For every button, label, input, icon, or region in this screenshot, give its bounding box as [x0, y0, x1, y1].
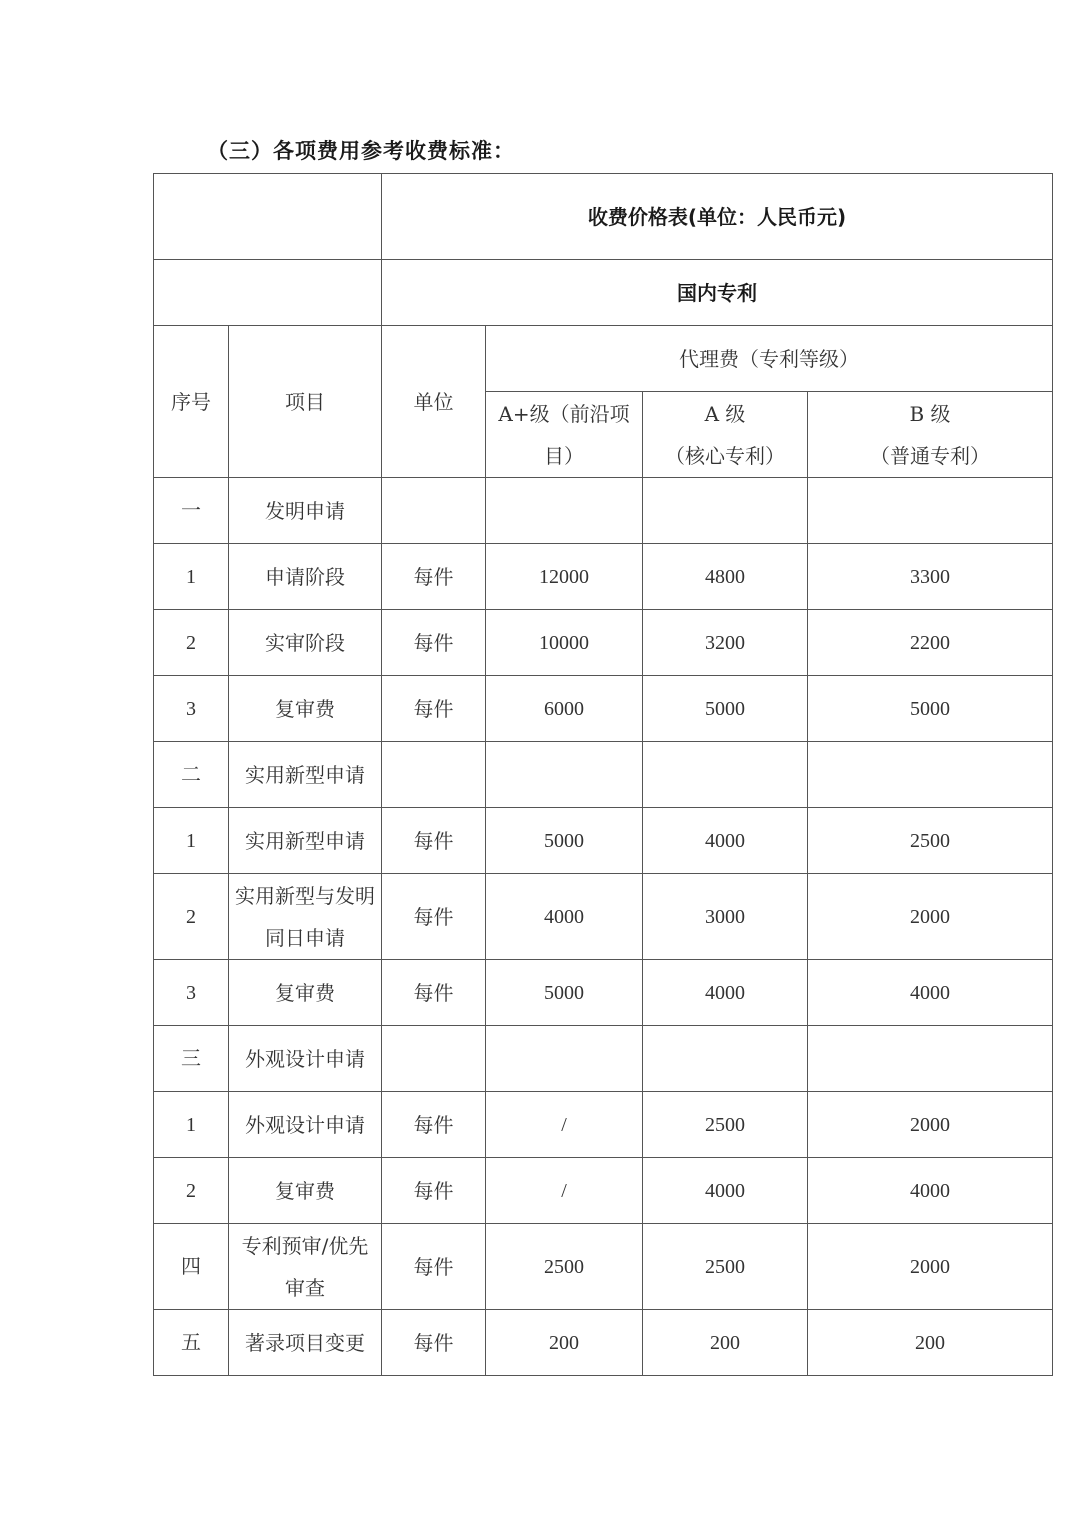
row-fee-b: 3300: [808, 544, 1053, 610]
row-unit: 每件: [382, 676, 486, 742]
table-row: [154, 960, 1053, 1026]
row-item: 复审费: [229, 1158, 382, 1224]
row-seq: 1: [154, 544, 229, 610]
row-seq: 三: [154, 1026, 229, 1092]
row-seq: 2: [154, 1158, 229, 1224]
row-unit: 每件: [382, 808, 486, 874]
table-row: [154, 1224, 1053, 1310]
row-unit: 每件: [382, 1224, 486, 1310]
row-fee-a: [643, 478, 808, 544]
grade-a-label: A 级: [704, 401, 746, 426]
row-unit: 每件: [382, 960, 486, 1026]
row-fee-a-plus: 5000: [486, 808, 643, 874]
row-fee-a: [643, 742, 808, 808]
row-fee-b: 5000: [808, 676, 1053, 742]
subtitle-blank-cell: [154, 260, 382, 326]
row-item: 实用新型与发明同日申请: [229, 874, 382, 960]
row-seq: 四: [154, 1224, 229, 1310]
grade-a-note: （核心专利）: [665, 443, 785, 468]
header-seq: 序号: [154, 326, 229, 478]
row-unit: 每件: [382, 1092, 486, 1158]
row-fee-a: 3000: [643, 874, 808, 960]
row-item: 专利预审/优先审查: [229, 1224, 382, 1310]
row-item: 实用新型申请: [229, 808, 382, 874]
row-fee-a-plus: [486, 478, 643, 544]
row-fee-b: [808, 742, 1053, 808]
row-item: 发明申请: [229, 478, 382, 544]
table-row: [154, 1158, 1053, 1224]
row-fee-a-plus: [486, 1026, 643, 1092]
row-unit: 每件: [382, 610, 486, 676]
table-row: [154, 1026, 1053, 1092]
row-fee-b: 2000: [808, 1092, 1053, 1158]
table-row: [154, 610, 1053, 676]
table-row: [154, 544, 1053, 610]
header-row-1: [154, 326, 1053, 392]
row-item: 外观设计申请: [229, 1026, 382, 1092]
table-row: [154, 874, 1053, 960]
row-fee-b: 2500: [808, 808, 1053, 874]
row-fee-a: 4800: [643, 544, 808, 610]
row-item: 申请阶段: [229, 544, 382, 610]
row-fee-a: 3200: [643, 610, 808, 676]
row-fee-a-plus: 12000: [486, 544, 643, 610]
row-item: 复审费: [229, 960, 382, 1026]
row-seq: 3: [154, 676, 229, 742]
table-row: [154, 742, 1053, 808]
row-fee-a: 2500: [643, 1224, 808, 1310]
table-title-row: [154, 174, 1053, 260]
row-seq: 二: [154, 742, 229, 808]
row-fee-b: [808, 478, 1053, 544]
header-unit: 单位: [382, 326, 486, 478]
row-seq: 1: [154, 808, 229, 874]
row-fee-a: 4000: [643, 960, 808, 1026]
row-fee-a: 2500: [643, 1092, 808, 1158]
table-row: [154, 676, 1053, 742]
grade-b-label: B 级: [909, 401, 951, 426]
row-fee-a: 4000: [643, 808, 808, 874]
row-fee-a-plus: 10000: [486, 610, 643, 676]
row-fee-a-plus: /: [486, 1092, 643, 1158]
row-fee-a-plus: 4000: [486, 874, 643, 960]
section-heading: （三）各项费用参考收费标准：: [207, 139, 515, 163]
row-seq: 1: [154, 1092, 229, 1158]
header-agency-fee: 代理费（专利等级）: [486, 326, 1053, 392]
row-fee-b: 4000: [808, 1158, 1053, 1224]
table-subtitle: 国内专利: [382, 260, 1053, 326]
table-row: [154, 1092, 1053, 1158]
row-fee-b: [808, 1026, 1053, 1092]
table-row: [154, 478, 1053, 544]
row-unit: 每件: [382, 1310, 486, 1376]
row-fee-a: [643, 1026, 808, 1092]
header-grade-b: [808, 392, 1053, 478]
row-unit: 每件: [382, 1158, 486, 1224]
row-fee-b: 200: [808, 1310, 1053, 1376]
row-fee-b: 4000: [808, 960, 1053, 1026]
row-fee-b: 2000: [808, 874, 1053, 960]
row-fee-a-plus: /: [486, 1158, 643, 1224]
header-item: 项目: [229, 326, 382, 478]
row-unit: [382, 478, 486, 544]
row-unit: [382, 742, 486, 808]
row-seq: 2: [154, 610, 229, 676]
row-unit: [382, 1026, 486, 1092]
fee-table: [153, 173, 1053, 1376]
row-fee-b: 2000: [808, 1224, 1053, 1310]
row-fee-a-plus: 5000: [486, 960, 643, 1026]
row-unit: 每件: [382, 544, 486, 610]
header-grade-a: [643, 392, 808, 478]
title-blank-cell: [154, 174, 382, 260]
row-fee-a: 200: [643, 1310, 808, 1376]
row-item: 外观设计申请: [229, 1092, 382, 1158]
row-fee-a: 5000: [643, 676, 808, 742]
row-fee-b: 2200: [808, 610, 1053, 676]
row-fee-a: 4000: [643, 1158, 808, 1224]
row-item: 复审费: [229, 676, 382, 742]
row-seq: 2: [154, 874, 229, 960]
row-seq: 一: [154, 478, 229, 544]
row-item: 实用新型申请: [229, 742, 382, 808]
table-row: [154, 808, 1053, 874]
row-unit: 每件: [382, 874, 486, 960]
table-row: [154, 1310, 1053, 1376]
row-seq: 五: [154, 1310, 229, 1376]
row-fee-a-plus: 2500: [486, 1224, 643, 1310]
row-seq: 3: [154, 960, 229, 1026]
grade-b-note: （普通专利）: [870, 443, 991, 468]
row-fee-a-plus: 6000: [486, 676, 643, 742]
row-fee-a-plus: 200: [486, 1310, 643, 1376]
header-grade-a-plus: A+级（前沿项目）: [486, 392, 643, 478]
row-item: 实审阶段: [229, 610, 382, 676]
table-subtitle-row: [154, 260, 1053, 326]
row-item: 著录项目变更: [229, 1310, 382, 1376]
table-title: 收费价格表(单位：人民币元): [382, 174, 1053, 260]
row-fee-a-plus: [486, 742, 643, 808]
